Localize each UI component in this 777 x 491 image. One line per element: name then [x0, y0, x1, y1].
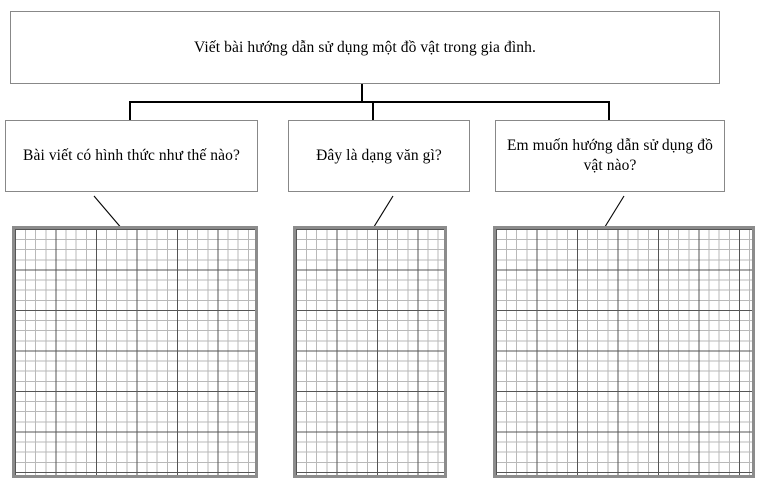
- question-box-3: [495, 120, 725, 192]
- answer-grid-sheet-2[interactable]: [293, 226, 447, 478]
- prompt-title-box: [10, 11, 720, 84]
- answer-grid-sheet-3[interactable]: [493, 226, 755, 478]
- question-text-3: Em muốn hướng dẫn sử dụng đồ vật nào?: [506, 137, 714, 174]
- answer-grid-sheet-1[interactable]: [12, 226, 258, 478]
- connector-drop-left: [129, 101, 131, 121]
- connector-drop-middle: [372, 101, 374, 121]
- connector-horizontal-bar: [129, 101, 610, 103]
- connector-drop-right: [608, 101, 610, 121]
- question-text-1: Bài viết có hình thức như thế nào?: [23, 147, 240, 165]
- prompt-title-text: Viết bài hướng dẫn sử dụng một đồ vật trong gia đình.: [194, 38, 536, 56]
- question-text-2: Đây là dạng văn gì?: [316, 147, 442, 165]
- question-box-1: [5, 120, 258, 192]
- question-box-2: [288, 120, 470, 192]
